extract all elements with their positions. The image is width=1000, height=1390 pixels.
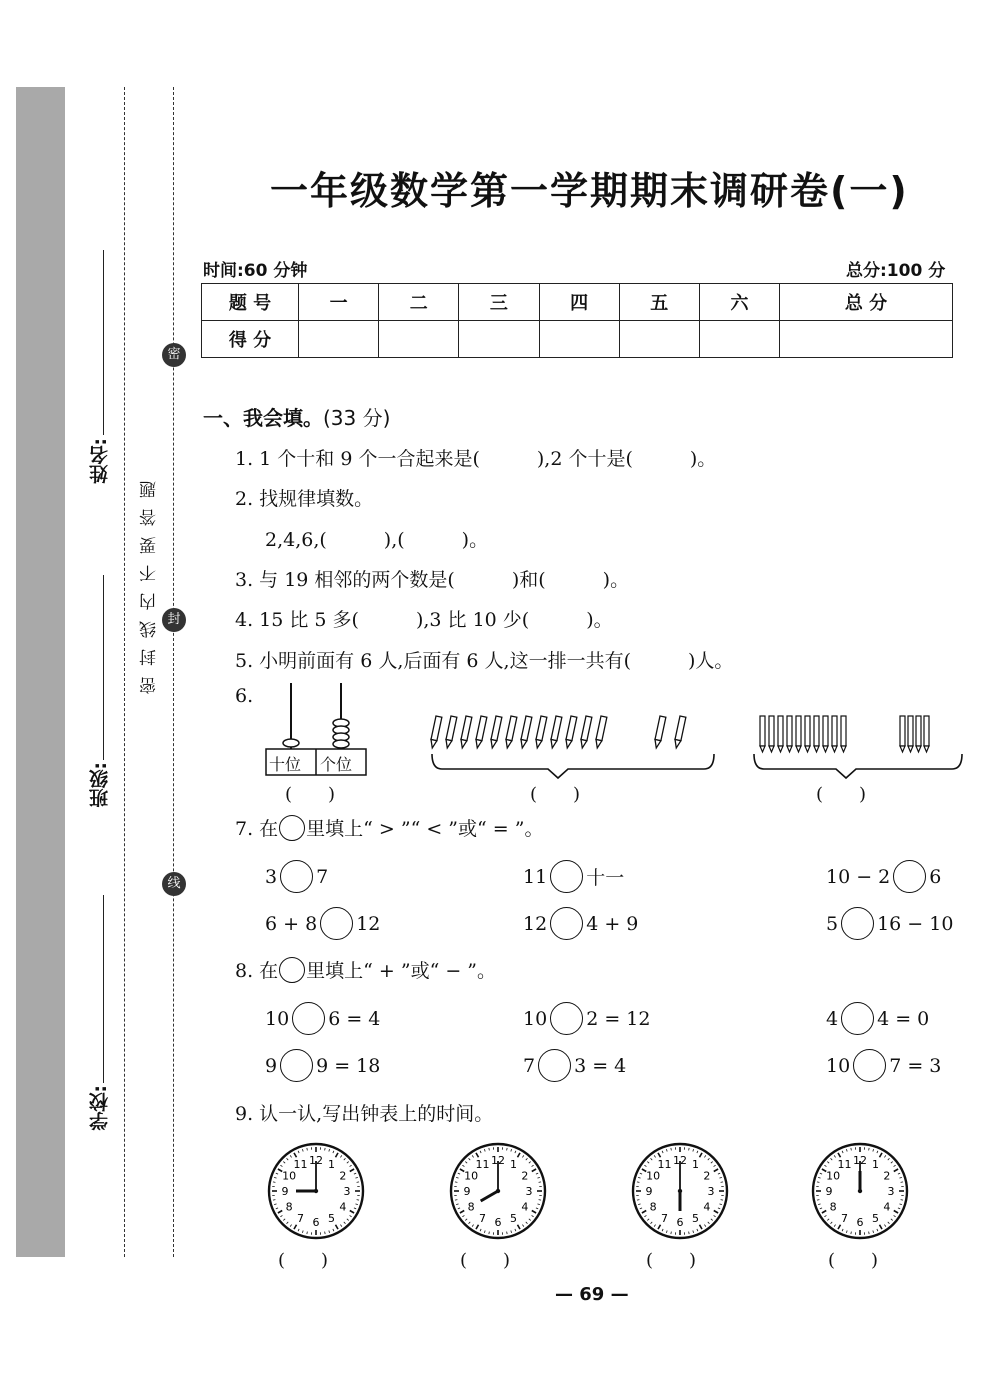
operator-item-5 [523, 1049, 626, 1082]
abacus-ones-label: 个位 [320, 755, 353, 774]
compare-right: 6 [929, 865, 942, 888]
page-title: 一年级数学第一学期期末调研卷(一) [270, 169, 909, 213]
clock-numeral: 2 [521, 1169, 529, 1183]
clock-numeral: 4 [521, 1200, 529, 1214]
question-8-number: 8. 在 [235, 960, 279, 982]
score-table-header-row [202, 284, 953, 321]
name-field-line[interactable] [103, 250, 104, 435]
compare-item-1 [265, 860, 328, 893]
clock-numeral: 11 [657, 1158, 672, 1172]
clock-numeral: 6 [494, 1216, 502, 1229]
clock-numeral: 9 [825, 1185, 833, 1198]
compare-item-6 [826, 907, 953, 940]
clock-tick [817, 1182, 819, 1183]
clock-numeral: 10 [646, 1169, 661, 1183]
exam-total-score: 总分:100 分 [846, 261, 946, 281]
question-2: 2. 找规律填数。 [235, 488, 374, 510]
score-table-score-row [202, 321, 953, 358]
score-table [201, 283, 953, 358]
clock-tick [325, 1148, 326, 1150]
pencil-icon [534, 716, 547, 749]
compare-item-3 [826, 860, 941, 893]
operator-right: 6 = 4 [328, 1007, 381, 1030]
clock-center [496, 1189, 500, 1193]
answer-circle[interactable] [841, 907, 874, 940]
clock-numeral: 12 [309, 1154, 323, 1167]
clock-numeral: 6 [856, 1216, 864, 1229]
pencil-icon [504, 716, 517, 749]
clock-tick [671, 1148, 672, 1150]
clock-numeral: 10 [282, 1169, 297, 1183]
stick-icon [900, 716, 905, 752]
operator-right: 4 = 0 [877, 1007, 930, 1030]
question-6: 6. [235, 685, 254, 707]
clock-tick [851, 1232, 852, 1234]
clock-numeral: 1 [692, 1158, 699, 1172]
clock-numeral: 3 [887, 1185, 895, 1198]
score-cell[interactable] [379, 321, 459, 358]
compare-right: 7 [316, 865, 329, 888]
clock-numeral: 11 [475, 1158, 490, 1172]
clock-center [314, 1189, 318, 1193]
circle-icon [279, 815, 305, 841]
clock-tick [851, 1148, 852, 1150]
question-8-instruction: 里填上“ + ”或“ − ”。 [306, 960, 497, 982]
score-cell[interactable] [459, 321, 539, 358]
pencil-icon [579, 716, 592, 749]
operator-item-2 [523, 1002, 650, 1035]
exam-time: 时间:60 分钟 [203, 261, 308, 281]
score-cell[interactable] [780, 321, 953, 358]
clock-tick [307, 1232, 308, 1234]
compare-left: 6 + 8 [265, 912, 318, 935]
clock-tick [489, 1148, 490, 1150]
pencils-figure [428, 712, 718, 782]
score-cell[interactable] [619, 321, 699, 358]
answer-circle[interactable] [550, 907, 583, 940]
clock-tick [307, 1148, 308, 1150]
question-7 [235, 814, 543, 841]
answer-circle[interactable] [550, 860, 583, 893]
clock-numeral: 3 [343, 1185, 351, 1198]
clock-numeral: 8 [829, 1200, 837, 1214]
clock-tick [671, 1232, 672, 1234]
operator-item-4 [265, 1049, 380, 1082]
clock-tick [507, 1148, 508, 1150]
clock-tick [721, 1182, 723, 1183]
operator-left: 7 [523, 1054, 536, 1077]
question-4: 4. 15 比 5 多( ),3 比 10 少( )。 [235, 609, 613, 631]
q6-sticks-answer-blank[interactable]: ( ) [816, 784, 867, 805]
clock-tick [901, 1200, 903, 1201]
compare-item-4 [265, 907, 380, 940]
stick-icon [787, 716, 792, 752]
answer-circle[interactable] [550, 1002, 583, 1035]
answer-circle[interactable] [893, 860, 926, 893]
clock-numeral: 5 [872, 1211, 879, 1225]
name-field-label: 姓名: [89, 438, 111, 484]
stick-icon [924, 716, 929, 752]
clock-numeral: 5 [328, 1211, 335, 1225]
question-2-sequence: 2,4,6,( ),( )。 [265, 529, 489, 551]
clock-tick [539, 1200, 541, 1201]
cut-line-outer [124, 87, 125, 1257]
clock-numeral: 1 [510, 1158, 517, 1172]
clock-numeral: 4 [883, 1200, 891, 1214]
clock-numeral: 7 [297, 1211, 304, 1225]
clock-numeral: 2 [703, 1169, 711, 1183]
clock-face [630, 1141, 730, 1241]
circle-icon [279, 957, 305, 983]
clock-numeral: 12 [673, 1154, 687, 1167]
question-8 [235, 956, 496, 983]
score-header-cell: 二 [379, 284, 459, 321]
clock-tick [689, 1232, 690, 1234]
operator-right: 3 = 4 [574, 1054, 627, 1077]
clock-numeral: 7 [479, 1211, 486, 1225]
clock-tick [325, 1232, 326, 1234]
stick-icon [778, 716, 783, 752]
compare-left: 12 [523, 912, 548, 935]
section-title: 一、我会填。 [203, 406, 323, 430]
section-heading [203, 402, 390, 431]
answer-circle[interactable] [292, 1002, 325, 1035]
clock-numeral: 3 [707, 1185, 715, 1198]
score-header-cell: 五 [619, 284, 699, 321]
pencil-icon [444, 716, 457, 749]
clock-numeral: 8 [285, 1200, 293, 1214]
school-field-label: 学校: [89, 1085, 111, 1131]
clock-numeral: 7 [841, 1211, 848, 1225]
pencil-icon [653, 716, 666, 749]
stick-icon [832, 716, 837, 752]
question-9: 9. 认一认,写出钟表上的时间。 [235, 1103, 494, 1125]
pencil-icon [474, 716, 487, 749]
section-points: (33 分) [323, 406, 391, 430]
clock-face [448, 1141, 548, 1241]
compare-right: 十一 [586, 867, 625, 889]
clock-numeral: 4 [703, 1200, 711, 1214]
abacus-tens-label: 十位 [269, 755, 302, 774]
binding-margin-bar [16, 87, 65, 1257]
compare-right: 4 + 9 [586, 912, 639, 935]
operator-right: 7 = 3 [889, 1054, 942, 1077]
operator-item-1 [265, 1002, 380, 1035]
page-number: — 69 — [555, 1284, 629, 1305]
clock-numeral: 10 [464, 1169, 479, 1183]
clock-numeral: 5 [692, 1211, 699, 1225]
clock-answer-blank[interactable]: ( ) [278, 1250, 329, 1271]
seal-instruction: 密封线内不要答题 [140, 470, 160, 694]
pencil-icon [429, 716, 442, 749]
operator-item-3 [826, 1002, 929, 1035]
clock-numeral: 1 [328, 1158, 335, 1172]
clock-answer-blank[interactable]: ( ) [460, 1250, 511, 1271]
compare-item-2 [523, 860, 624, 893]
pencil-icon [459, 716, 472, 749]
operator-left: 10 [523, 1007, 548, 1030]
score-header-cell: 四 [539, 284, 619, 321]
clock-tick [507, 1232, 508, 1234]
stick-icon [823, 716, 828, 752]
operator-item-6 [826, 1049, 941, 1082]
operator-left: 10 [826, 1054, 851, 1077]
clock-tick [637, 1182, 639, 1183]
operator-right: 2 = 12 [586, 1007, 651, 1030]
clock-tick [689, 1148, 690, 1150]
clock-answer-blank[interactable]: ( ) [646, 1250, 697, 1271]
clock-center [678, 1189, 682, 1193]
clock-numeral: 12 [491, 1154, 505, 1167]
question-3: 3. 与 19 相邻的两个数是( )和( )。 [235, 569, 630, 591]
clock-tick [869, 1232, 870, 1234]
clock-numeral: 9 [463, 1185, 471, 1198]
clock-tick [357, 1182, 359, 1183]
compare-left: 10 − 2 [826, 865, 891, 888]
operator-right: 9 = 18 [316, 1054, 381, 1077]
compare-left: 3 [265, 865, 278, 888]
sticks-figure [750, 712, 970, 782]
clock-tick [637, 1200, 639, 1201]
clock-center [858, 1189, 862, 1193]
answer-circle[interactable] [280, 860, 313, 893]
pencil-icon [594, 716, 607, 749]
answer-circle[interactable] [853, 1049, 886, 1082]
clock-face [266, 1141, 366, 1241]
clock-tick [721, 1200, 723, 1201]
clock-numeral: 11 [293, 1158, 308, 1172]
answer-circle[interactable] [841, 1002, 874, 1035]
clock-numeral: 7 [661, 1211, 668, 1225]
compare-left: 5 [826, 912, 839, 935]
pencil-icon [489, 716, 502, 749]
clock-numeral: 10 [826, 1169, 841, 1183]
clock-numeral: 8 [649, 1200, 657, 1214]
clock-numeral: 11 [837, 1158, 852, 1172]
clock-numeral: 3 [525, 1185, 533, 1198]
operator-left: 9 [265, 1054, 278, 1077]
clock-tick [869, 1148, 870, 1150]
stick-icon [841, 716, 846, 752]
seal-mark-xian: 线 [162, 872, 186, 896]
clock-numeral: 4 [339, 1200, 347, 1214]
stick-icon [796, 716, 801, 752]
clock-numeral: 2 [883, 1169, 891, 1183]
score-header-cell: 一 [299, 284, 379, 321]
answer-circle[interactable] [320, 907, 353, 940]
clock-numeral: 6 [676, 1216, 684, 1229]
pencil-icon [564, 716, 577, 749]
score-cell[interactable] [539, 321, 619, 358]
clock-numeral: 9 [281, 1185, 289, 1198]
score-cell[interactable] [699, 321, 779, 358]
stick-icon [908, 716, 913, 752]
school-field-line[interactable] [103, 895, 104, 1083]
answer-circle[interactable] [538, 1049, 571, 1082]
cut-line-inner [173, 87, 174, 1257]
question-1: 1. 1 个十和 9 个一合起来是( ),2 个十是( )。 [235, 448, 717, 470]
operator-left: 4 [826, 1007, 839, 1030]
class-field-label: 班级: [89, 762, 111, 808]
compare-left: 11 [523, 865, 548, 888]
question-7-instruction: 里填上“ > ”“ < ”或“ = ”。 [306, 818, 544, 840]
clock-numeral: 8 [467, 1200, 475, 1214]
clock-tick [273, 1182, 275, 1183]
clock-numeral: 2 [339, 1169, 347, 1183]
stick-icon [814, 716, 819, 752]
clock-tick [455, 1182, 457, 1183]
score-header-cell: 题 号 [202, 284, 299, 321]
score-header-cell: 三 [459, 284, 539, 321]
pencil-icon [549, 716, 562, 749]
score-header-cell: 六 [699, 284, 779, 321]
stick-icon [760, 716, 765, 752]
q6-answer-blank[interactable]: ( ) [285, 784, 336, 805]
stick-icon [916, 716, 921, 752]
seal-mark-feng: 封 [162, 608, 186, 632]
score-row-label: 得 分 [202, 321, 299, 358]
clock-numeral: 5 [510, 1211, 517, 1225]
compare-item-5 [523, 907, 638, 940]
seal-mark-mi: 密 [162, 343, 186, 367]
clock-face [810, 1141, 910, 1241]
operator-left: 10 [265, 1007, 290, 1030]
clock-tick [539, 1182, 541, 1183]
pencil-icon [519, 716, 532, 749]
compare-right: 16 − 10 [877, 912, 954, 935]
class-field-line[interactable] [103, 575, 104, 760]
question-5: 5. 小明前面有 6 人,后面有 6 人,这一排一共有( )人。 [235, 650, 734, 672]
answer-circle[interactable] [280, 1049, 313, 1082]
clock-tick [901, 1182, 903, 1183]
score-header-cell: 总 分 [780, 284, 953, 321]
clock-tick [455, 1200, 457, 1201]
stick-icon [769, 716, 774, 752]
score-cell[interactable] [299, 321, 379, 358]
clock-tick [273, 1200, 275, 1201]
clock-answer-blank[interactable]: ( ) [828, 1250, 879, 1271]
pencil-icon [673, 716, 686, 749]
clock-tick [357, 1200, 359, 1201]
clock-numeral: 1 [872, 1158, 879, 1172]
clock-numeral: 12 [853, 1154, 867, 1167]
stick-icon [805, 716, 810, 752]
clock-numeral: 9 [645, 1185, 653, 1198]
compare-right: 12 [356, 912, 381, 935]
question-7-number: 7. 在 [235, 818, 279, 840]
q6-pencils-answer-blank[interactable]: ( ) [530, 784, 581, 805]
clock-tick [489, 1232, 490, 1234]
clock-tick [817, 1200, 819, 1201]
clock-numeral: 6 [312, 1216, 320, 1229]
